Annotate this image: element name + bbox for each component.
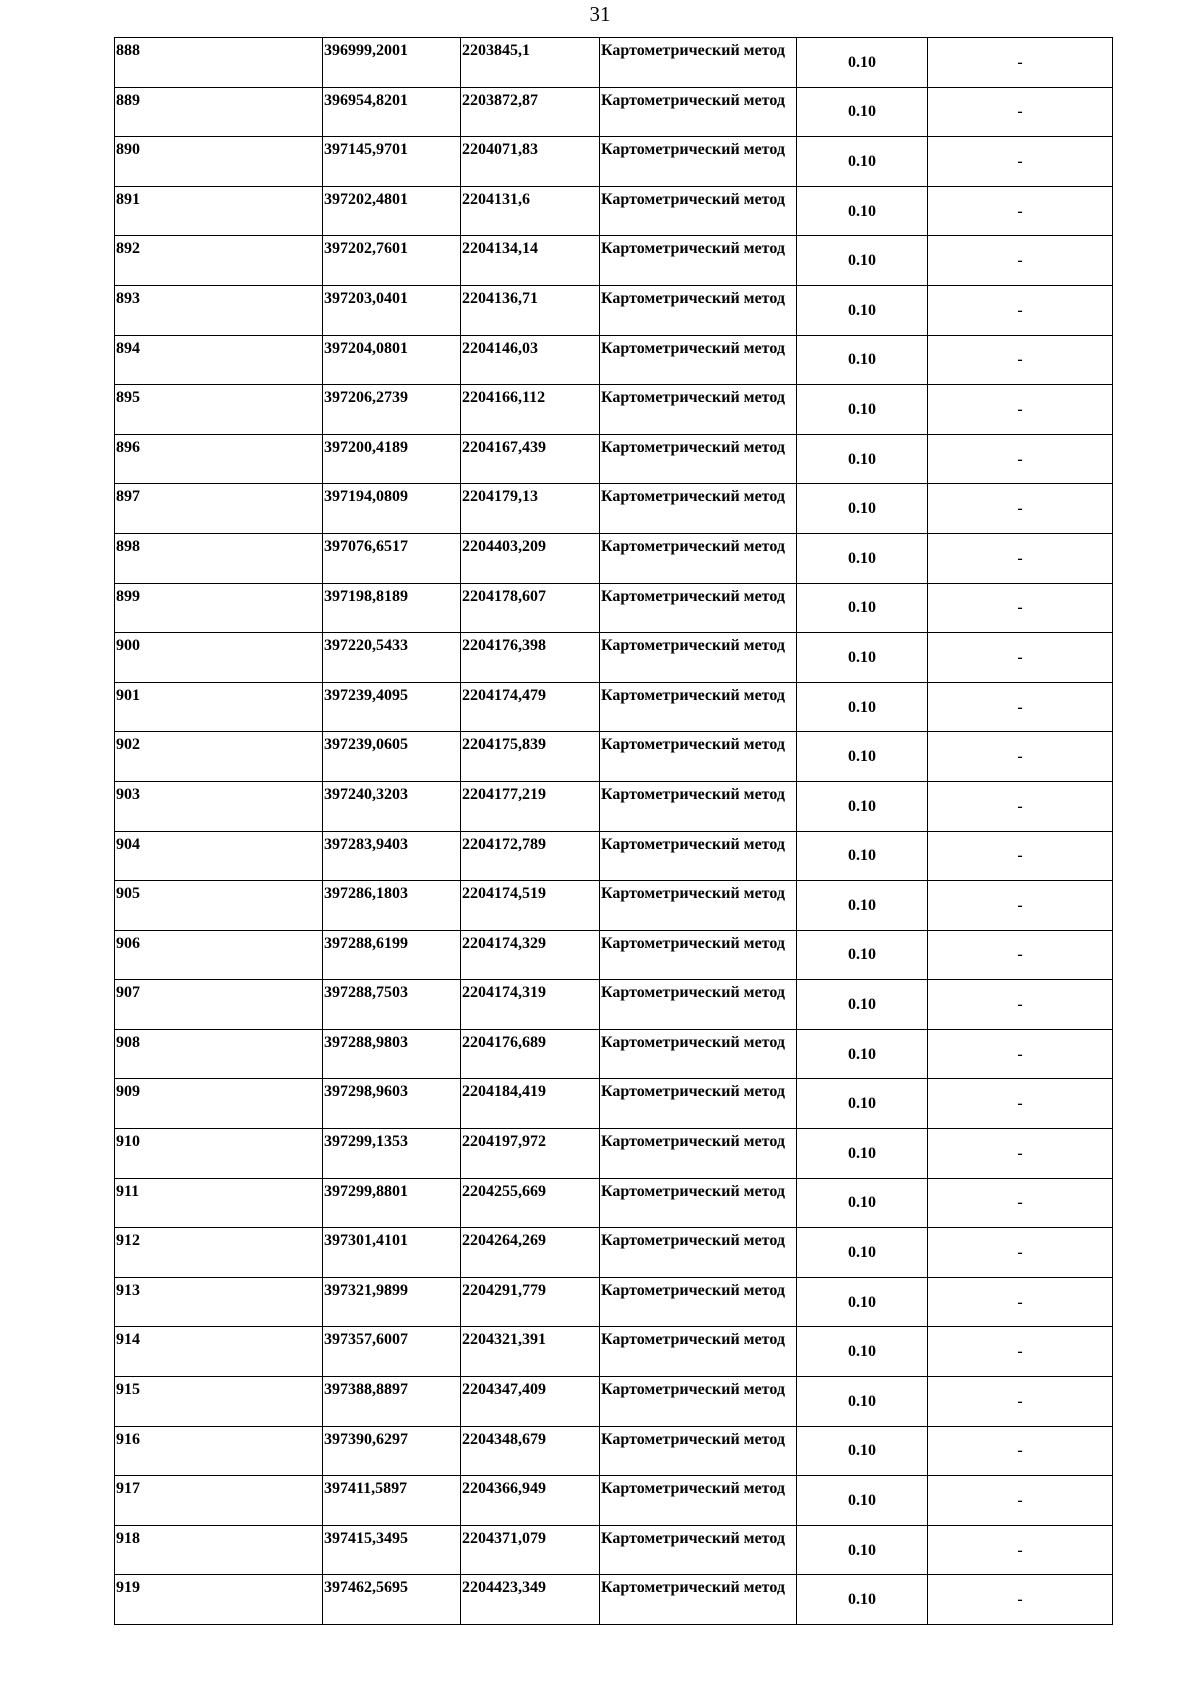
method-cell: Картометрический метод — [600, 385, 797, 435]
accuracy-cell: 0.10 — [797, 831, 928, 881]
table-row — [115, 1277, 1113, 1327]
coordinate-y-cell: 2204366,949 — [461, 1476, 600, 1526]
note-cell: - — [928, 186, 1113, 236]
method-cell: Картометрический метод — [600, 1228, 797, 1278]
coordinate-y-cell: 2204371,079 — [461, 1525, 600, 1575]
point-number-cell: 895 — [115, 385, 323, 435]
accuracy-cell: 0.10 — [797, 1476, 928, 1526]
accuracy-cell: 0.10 — [797, 732, 928, 782]
table-row — [115, 484, 1113, 534]
accuracy-cell: 0.10 — [797, 1277, 928, 1327]
point-number-cell: 906 — [115, 930, 323, 980]
coordinate-y-cell: 2204131,6 — [461, 186, 600, 236]
point-number-cell: 903 — [115, 781, 323, 831]
note-cell: - — [928, 1476, 1113, 1526]
method-cell: Картометрический метод — [600, 633, 797, 683]
coordinate-x-cell: 397239,0605 — [323, 732, 461, 782]
coordinate-y-cell: 2204197,972 — [461, 1129, 600, 1179]
method-cell: Картометрический метод — [600, 881, 797, 931]
coordinate-x-cell: 397202,4801 — [323, 186, 461, 236]
accuracy-cell: 0.10 — [797, 236, 928, 286]
point-number-cell: 896 — [115, 434, 323, 484]
accuracy-cell: 0.10 — [797, 87, 928, 137]
point-number-cell: 901 — [115, 682, 323, 732]
table-row — [115, 1327, 1113, 1377]
coordinate-x-cell: 397194,0809 — [323, 484, 461, 534]
coordinate-y-cell: 2204176,398 — [461, 633, 600, 683]
note-cell: - — [928, 633, 1113, 683]
table-row — [115, 1228, 1113, 1278]
method-cell: Картометрический метод — [600, 1426, 797, 1476]
method-cell: Картометрический метод — [600, 1029, 797, 1079]
accuracy-cell: 0.10 — [797, 335, 928, 385]
point-number-cell: 890 — [115, 137, 323, 187]
accuracy-cell: 0.10 — [797, 980, 928, 1030]
accuracy-cell: 0.10 — [797, 434, 928, 484]
point-number-cell: 917 — [115, 1476, 323, 1526]
table-row — [115, 1079, 1113, 1129]
table-row — [115, 682, 1113, 732]
coordinate-y-cell: 2203845,1 — [461, 38, 600, 88]
point-number-cell: 912 — [115, 1228, 323, 1278]
note-cell: - — [928, 87, 1113, 137]
accuracy-cell: 0.10 — [797, 533, 928, 583]
accuracy-cell: 0.10 — [797, 781, 928, 831]
table-row — [115, 930, 1113, 980]
method-cell: Картометрический метод — [600, 1178, 797, 1228]
method-cell: Картометрический метод — [600, 236, 797, 286]
accuracy-cell: 0.10 — [797, 1029, 928, 1079]
coordinate-x-cell: 397321,9899 — [323, 1277, 461, 1327]
coordinate-x-cell: 397288,7503 — [323, 980, 461, 1030]
method-cell: Картометрический метод — [600, 335, 797, 385]
table-row — [115, 38, 1113, 88]
coordinate-x-cell: 396954,8201 — [323, 87, 461, 137]
table-row — [115, 980, 1113, 1030]
note-cell: - — [928, 1377, 1113, 1427]
note-cell: - — [928, 38, 1113, 88]
coordinate-y-cell: 2204167,439 — [461, 434, 600, 484]
point-number-cell: 909 — [115, 1079, 323, 1129]
coordinate-x-cell: 397288,9803 — [323, 1029, 461, 1079]
coordinate-x-cell: 397388,8897 — [323, 1377, 461, 1427]
method-cell: Картометрический метод — [600, 533, 797, 583]
method-cell: Картометрический метод — [600, 930, 797, 980]
coordinate-y-cell: 2204255,669 — [461, 1178, 600, 1228]
note-cell: - — [928, 831, 1113, 881]
table-row — [115, 781, 1113, 831]
method-cell: Картометрический метод — [600, 137, 797, 187]
coordinate-x-cell: 397204,0801 — [323, 335, 461, 385]
note-cell: - — [928, 335, 1113, 385]
point-number-cell: 919 — [115, 1575, 323, 1625]
point-number-cell: 915 — [115, 1377, 323, 1427]
note-cell: - — [928, 1575, 1113, 1625]
note-cell: - — [928, 385, 1113, 435]
coordinate-x-cell: 397299,1353 — [323, 1129, 461, 1179]
coordinate-x-cell: 397203,0401 — [323, 285, 461, 335]
coordinate-x-cell: 397283,9403 — [323, 831, 461, 881]
point-number-cell: 907 — [115, 980, 323, 1030]
coordinate-y-cell: 2204184,419 — [461, 1079, 600, 1129]
note-cell: - — [928, 1277, 1113, 1327]
accuracy-cell: 0.10 — [797, 137, 928, 187]
coordinate-x-cell: 397200,4189 — [323, 434, 461, 484]
method-cell: Картометрический метод — [600, 1327, 797, 1377]
coordinate-y-cell: 2204264,269 — [461, 1228, 600, 1278]
coordinate-y-cell: 2204174,319 — [461, 980, 600, 1030]
method-cell: Картометрический метод — [600, 1377, 797, 1427]
point-number-cell: 902 — [115, 732, 323, 782]
accuracy-cell: 0.10 — [797, 1079, 928, 1129]
accuracy-cell: 0.10 — [797, 38, 928, 88]
point-number-cell: 918 — [115, 1525, 323, 1575]
coordinate-x-cell: 396999,2001 — [323, 38, 461, 88]
method-cell: Картометрический метод — [600, 1277, 797, 1327]
note-cell: - — [928, 930, 1113, 980]
accuracy-cell: 0.10 — [797, 484, 928, 534]
point-number-cell: 893 — [115, 285, 323, 335]
note-cell: - — [928, 781, 1113, 831]
coordinate-y-cell: 2204172,789 — [461, 831, 600, 881]
accuracy-cell: 0.10 — [797, 881, 928, 931]
coordinate-y-cell: 2204423,349 — [461, 1575, 600, 1625]
accuracy-cell: 0.10 — [797, 583, 928, 633]
method-cell: Картометрический метод — [600, 682, 797, 732]
accuracy-cell: 0.10 — [797, 1377, 928, 1427]
table-row — [115, 186, 1113, 236]
note-cell: - — [928, 980, 1113, 1030]
coordinate-y-cell: 2204146,03 — [461, 335, 600, 385]
note-cell: - — [928, 285, 1113, 335]
method-cell: Картометрический метод — [600, 186, 797, 236]
coordinate-y-cell: 2204179,13 — [461, 484, 600, 534]
table-row — [115, 1476, 1113, 1526]
coordinate-x-cell: 397298,9603 — [323, 1079, 461, 1129]
point-number-cell: 889 — [115, 87, 323, 137]
method-cell: Картометрический метод — [600, 1079, 797, 1129]
note-cell: - — [928, 1029, 1113, 1079]
point-number-cell: 888 — [115, 38, 323, 88]
note-cell: - — [928, 881, 1113, 931]
coordinate-x-cell: 397462,5695 — [323, 1575, 461, 1625]
coordinate-x-cell: 397288,6199 — [323, 930, 461, 980]
note-cell: - — [928, 732, 1113, 782]
point-number-cell: 913 — [115, 1277, 323, 1327]
note-cell: - — [928, 1079, 1113, 1129]
method-cell: Картометрический метод — [600, 831, 797, 881]
coordinate-x-cell: 397357,6007 — [323, 1327, 461, 1377]
coordinate-x-cell: 397202,7601 — [323, 236, 461, 286]
coordinate-x-cell: 397145,9701 — [323, 137, 461, 187]
coordinate-x-cell: 397286,1803 — [323, 881, 461, 931]
point-number-cell: 914 — [115, 1327, 323, 1377]
accuracy-cell: 0.10 — [797, 682, 928, 732]
table-row — [115, 87, 1113, 137]
table-row — [115, 1178, 1113, 1228]
accuracy-cell: 0.10 — [797, 1327, 928, 1377]
note-cell: - — [928, 583, 1113, 633]
coordinate-x-cell: 397411,5897 — [323, 1476, 461, 1526]
coordinate-y-cell: 2204136,71 — [461, 285, 600, 335]
coordinate-y-cell: 2204176,689 — [461, 1029, 600, 1079]
table-row — [115, 1129, 1113, 1179]
coordinate-y-cell: 2203872,87 — [461, 87, 600, 137]
accuracy-cell: 0.10 — [797, 930, 928, 980]
table-row — [115, 881, 1113, 931]
coordinates-table — [114, 37, 1113, 1625]
point-number-cell: 904 — [115, 831, 323, 881]
coordinate-y-cell: 2204174,329 — [461, 930, 600, 980]
method-cell: Картометрический метод — [600, 285, 797, 335]
accuracy-cell: 0.10 — [797, 385, 928, 435]
table-row — [115, 533, 1113, 583]
accuracy-cell: 0.10 — [797, 1426, 928, 1476]
point-number-cell: 894 — [115, 335, 323, 385]
coordinate-x-cell: 397299,8801 — [323, 1178, 461, 1228]
table-row — [115, 1575, 1113, 1625]
table-row — [115, 236, 1113, 286]
note-cell: - — [928, 1525, 1113, 1575]
method-cell: Картометрический метод — [600, 583, 797, 633]
method-cell: Картометрический метод — [600, 980, 797, 1030]
coordinate-y-cell: 2204177,219 — [461, 781, 600, 831]
point-number-cell: 911 — [115, 1178, 323, 1228]
note-cell: - — [928, 1129, 1113, 1179]
point-number-cell: 891 — [115, 186, 323, 236]
coordinate-x-cell: 397076,6517 — [323, 533, 461, 583]
point-number-cell: 905 — [115, 881, 323, 931]
table-row — [115, 137, 1113, 187]
coordinate-y-cell: 2204071,83 — [461, 137, 600, 187]
coordinate-y-cell: 2204321,391 — [461, 1327, 600, 1377]
note-cell: - — [928, 236, 1113, 286]
coordinate-x-cell: 397206,2739 — [323, 385, 461, 435]
coordinates-table-body — [115, 38, 1113, 1625]
method-cell: Картометрический метод — [600, 1476, 797, 1526]
method-cell: Картометрический метод — [600, 1575, 797, 1625]
note-cell: - — [928, 434, 1113, 484]
method-cell: Картометрический метод — [600, 1129, 797, 1179]
coordinate-x-cell: 397415,3495 — [323, 1525, 461, 1575]
table-row — [115, 434, 1113, 484]
table-row — [115, 1525, 1113, 1575]
table-row — [115, 583, 1113, 633]
coordinate-y-cell: 2204347,409 — [461, 1377, 600, 1427]
accuracy-cell: 0.10 — [797, 1129, 928, 1179]
method-cell: Картометрический метод — [600, 781, 797, 831]
point-number-cell: 910 — [115, 1129, 323, 1179]
coordinate-y-cell: 2204348,679 — [461, 1426, 600, 1476]
method-cell: Картометрический метод — [600, 87, 797, 137]
page-number: 31 — [589, 2, 611, 26]
accuracy-cell: 0.10 — [797, 1575, 928, 1625]
accuracy-cell: 0.10 — [797, 1178, 928, 1228]
coordinate-y-cell: 2204174,519 — [461, 881, 600, 931]
table-row — [115, 1029, 1113, 1079]
note-cell: - — [928, 137, 1113, 187]
table-row — [115, 1426, 1113, 1476]
coordinate-y-cell: 2204291,779 — [461, 1277, 600, 1327]
accuracy-cell: 0.10 — [797, 285, 928, 335]
coordinate-x-cell: 397239,4095 — [323, 682, 461, 732]
coordinate-y-cell: 2204174,479 — [461, 682, 600, 732]
note-cell: - — [928, 533, 1113, 583]
coordinate-y-cell: 2204134,14 — [461, 236, 600, 286]
table-row — [115, 831, 1113, 881]
coordinate-y-cell: 2204166,112 — [461, 385, 600, 435]
accuracy-cell: 0.10 — [797, 1525, 928, 1575]
point-number-cell: 916 — [115, 1426, 323, 1476]
note-cell: - — [928, 1426, 1113, 1476]
method-cell: Картометрический метод — [600, 484, 797, 534]
point-number-cell: 908 — [115, 1029, 323, 1079]
coordinate-x-cell: 397390,6297 — [323, 1426, 461, 1476]
coordinate-x-cell: 397240,3203 — [323, 781, 461, 831]
accuracy-cell: 0.10 — [797, 1228, 928, 1278]
table-row — [115, 385, 1113, 435]
method-cell: Картометрический метод — [600, 732, 797, 782]
note-cell: - — [928, 1228, 1113, 1278]
table-row — [115, 1377, 1113, 1427]
point-number-cell: 897 — [115, 484, 323, 534]
note-cell: - — [928, 484, 1113, 534]
coordinate-x-cell: 397198,8189 — [323, 583, 461, 633]
coordinate-y-cell: 2204178,607 — [461, 583, 600, 633]
accuracy-cell: 0.10 — [797, 633, 928, 683]
table-row — [115, 335, 1113, 385]
note-cell: - — [928, 1327, 1113, 1377]
point-number-cell: 898 — [115, 533, 323, 583]
coordinate-x-cell: 397301,4101 — [323, 1228, 461, 1278]
point-number-cell: 899 — [115, 583, 323, 633]
method-cell: Картометрический метод — [600, 434, 797, 484]
method-cell: Картометрический метод — [600, 38, 797, 88]
point-number-cell: 892 — [115, 236, 323, 286]
note-cell: - — [928, 682, 1113, 732]
accuracy-cell: 0.10 — [797, 186, 928, 236]
note-cell: - — [928, 1178, 1113, 1228]
table-row — [115, 732, 1113, 782]
method-cell: Картометрический метод — [600, 1525, 797, 1575]
coordinate-y-cell: 2204403,209 — [461, 533, 600, 583]
coordinate-x-cell: 397220,5433 — [323, 633, 461, 683]
point-number-cell: 900 — [115, 633, 323, 683]
coordinate-y-cell: 2204175,839 — [461, 732, 600, 782]
table-row — [115, 285, 1113, 335]
table-row — [115, 633, 1113, 683]
